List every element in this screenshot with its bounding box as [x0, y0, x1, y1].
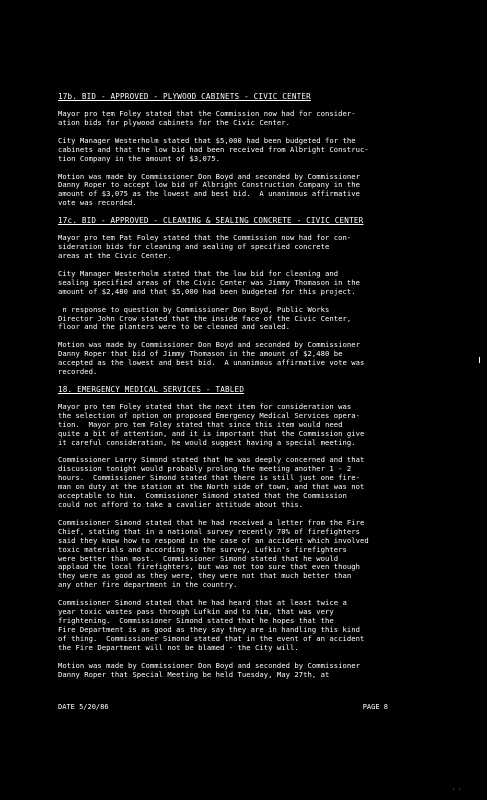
- page-footer: [58, 703, 388, 711]
- paragraph: n response to question by Commissioner Don Boyd, Public Works Director John Crow stated that the inside face of the Civic Center, floor and the planters were to be cleaned and sealed.: [58, 304, 352, 332]
- paragraph: City Manager Westerholm stated that $5,000 had been budgeted for the cabinets and that the low bid had been received from Albright Construc- tion Company in the amount of $3,075.: [58, 135, 369, 163]
- footer-date: DATE 5/20/86: [58, 703, 109, 711]
- section-17b: [58, 92, 458, 208]
- paragraph: Motion was made by Commissioner Don Boyd and seconded by Commissioner Danny Roper that bid of Jimmy Thomason in the amount of $2,480 be accepted as the lowest and best bid. A unanimous affirmative vote was recorded.: [58, 340, 365, 377]
- section-18: [58, 385, 458, 679]
- section-title: 18. EMERGENCY MEDICAL SERVICES - TABLED: [58, 384, 245, 394]
- paragraph: Mayor pro tem Pat Foley stated that the Commission now had for con- sideration bids for cleaning and sealing of specified concrete areas at the Civic Center.: [58, 233, 352, 260]
- paragraph: Mayor pro tem Foley stated that the Commission now had for consider- ation bids for plywood cabinets for the Civic Center.: [58, 109, 356, 127]
- document-page: [58, 92, 458, 679]
- paragraph: City Manager Westerholm stated that the low bid for cleaning and sealing specified areas of the Civic Center was Jimmy Thomason in the amount of $2,480 and that $5,000 had been budgeted for this project.: [58, 268, 361, 296]
- paragraph: Motion was made by Commissioner Don Boyd and seconded by Commissioner Danny Roper that Special Meeting be held Tuesday, May 27th, at: [58, 660, 361, 679]
- paragraph: Commissioner Larry Simond stated that he was deeply concerned and that discussion tonight would probably prolong the meeting another 1 - 2 hours. Commissioner Simond stated that there is still just one fire- man on duty at the station at the North side of town, and that was not acceptable to him. Commissioner Simond stated that the Commission could not afford to take a cavalier attitude about this.: [58, 455, 365, 509]
- footer-page-number: PAGE 8: [362, 703, 388, 711]
- paragraph: Mayor pro tem Foley stated that the next item for consideration was the selection of option on proposed Emergency Medical Services opera- tion. Mayor pro tem Foley stated that since this item would need quite a bit of attention, and it is important that the Commission give it careful consideration, he would suggest having a special meeting.: [58, 401, 365, 447]
- scan-corner-mark: · ·: [452, 787, 462, 793]
- section-title: 17b. BID - APPROVED - PLYWOOD CABINETS - CIVIC CENTER: [58, 92, 311, 101]
- scan-edge-mark: [479, 357, 484, 363]
- section-17c: [58, 216, 458, 377]
- section-title: 17c. BID - APPROVED - CLEANING & SEALING CONCRETE - CIVIC CENTER: [58, 216, 364, 226]
- paragraph: Motion was made by Commissioner Don Boyd and seconded by Commissioner Danny Roper to accept low bid of Albright Construction Company in the amount of $3,075 as the lowest and best bid. A unanimous affirmative vote was recorded.: [58, 171, 361, 208]
- paragraph: Commissioner Simond stated that he had received a letter from the Fire Chief, stating that in a national survey recently 70% of firefighters said they knew how to respond in the case of an accident which involved toxic materials and according to the survey, Lufkin's firefighters were better than most. Commissioner Simond stated that he would applaud the local firefighters, but was not too sure that even though they were as good as they were, they were not that much better than any other fire department in the country.: [58, 517, 369, 590]
- paragraph: Commissioner Simond stated that he had heard that at least twice a year toxic wastes pass through Lufkin and to him, that was very frightening. Commissioner Simond stated that he hopes that the Fire Department is as good as they say they are in handling this kind of thing. Commissioner Simond stated that in the event of an accident the Fire Department will not be blamed - the City will.: [58, 598, 365, 652]
